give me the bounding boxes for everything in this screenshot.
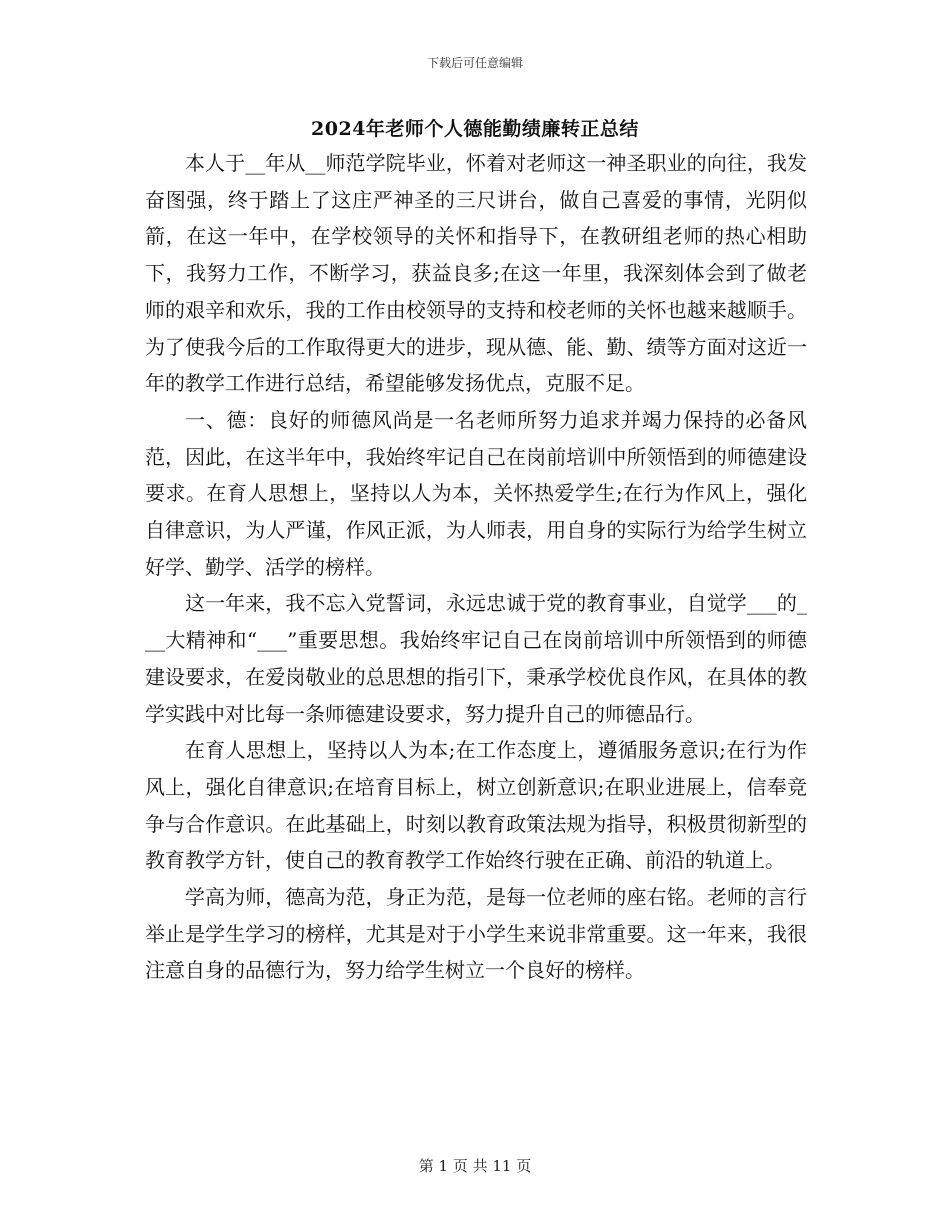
page-header-note: 下载后可任意编辑 bbox=[426, 56, 523, 70]
page-number-footer: 第 1 页 共 11 页 bbox=[418, 1157, 532, 1175]
paragraph-role-model: 学高为师，德高为范，身正为范，是每一位老师的座右铭。老师的言行举止是学生学习的榜样，尤其是对于小学生来说非常重要。这一年来，我很注意自身的品德行为，努力给学生树立一个良好的榜样。 bbox=[145, 885, 807, 983]
paragraph-party-oath: 这一年来，我不忘入党誓词，永远忠诚于党的教育事业，自觉学___的___大精神和“___”重要思想。我始终牢记自己在岗前培训中所领悟到的师德建设要求，在爱岗敬业的总思想的指引下，秉承学校优良作风，在具体的教学实践中对比每一条师德建设要求，努力提升自己的师德品行。 bbox=[145, 591, 807, 726]
document-title: 2024年老师个人德能勤绩廉转正总结 bbox=[311, 118, 639, 140]
paragraph-intro: 本人于__年从__师范学院毕业，怀着对老师这一神圣职业的向往，我发奋图强，终于踏上了这庄严神圣的三尺讲台，做自己喜爱的事情，光阴似箭，在这一年中，在学校领导的关怀和指导下，在教研组老师的热心相助下，我努力工作，不断学习，获益良多;在这一年里，我深刻体会到了做老师的艰辛和欢乐，我的工作由校领导的支持和校老师的关怀也越来越顺手。为了使我今后的工作取得更大的进步，现从德、能、勤、绩等方面对这近一年的教学工作进行总结，希望能够发扬优点，克服不足。 bbox=[145, 151, 807, 396]
paragraph-education-thought: 在育人思想上，坚持以人为本;在工作态度上，遵循服务意识;在行为作风上，强化自律意识;在培育目标上，树立创新意识;在职业进展上，信奉竞争与合作意识。在此基础上，时刻以教育政策法规为指导，积极贯彻新型的教育教学方针，使自己的教育教学工作始终行驶在正确、前沿的轨道上。 bbox=[145, 738, 807, 873]
document-body bbox=[145, 145, 807, 989]
paragraph-virtue: 一、德：良好的师德风尚是一名老师所努力追求并竭力保持的必备风范，因此，在这半年中，我始终牢记自己在岗前培训中所领悟到的师德建设要求。在育人思想上，坚持以人为本，关怀热爱学生;在行为作风上，强化自律意识，为人严谨，作风正派，为人师表，用自身的实际行为给学生树立好学、勤学、活学的榜样。 bbox=[145, 407, 807, 579]
